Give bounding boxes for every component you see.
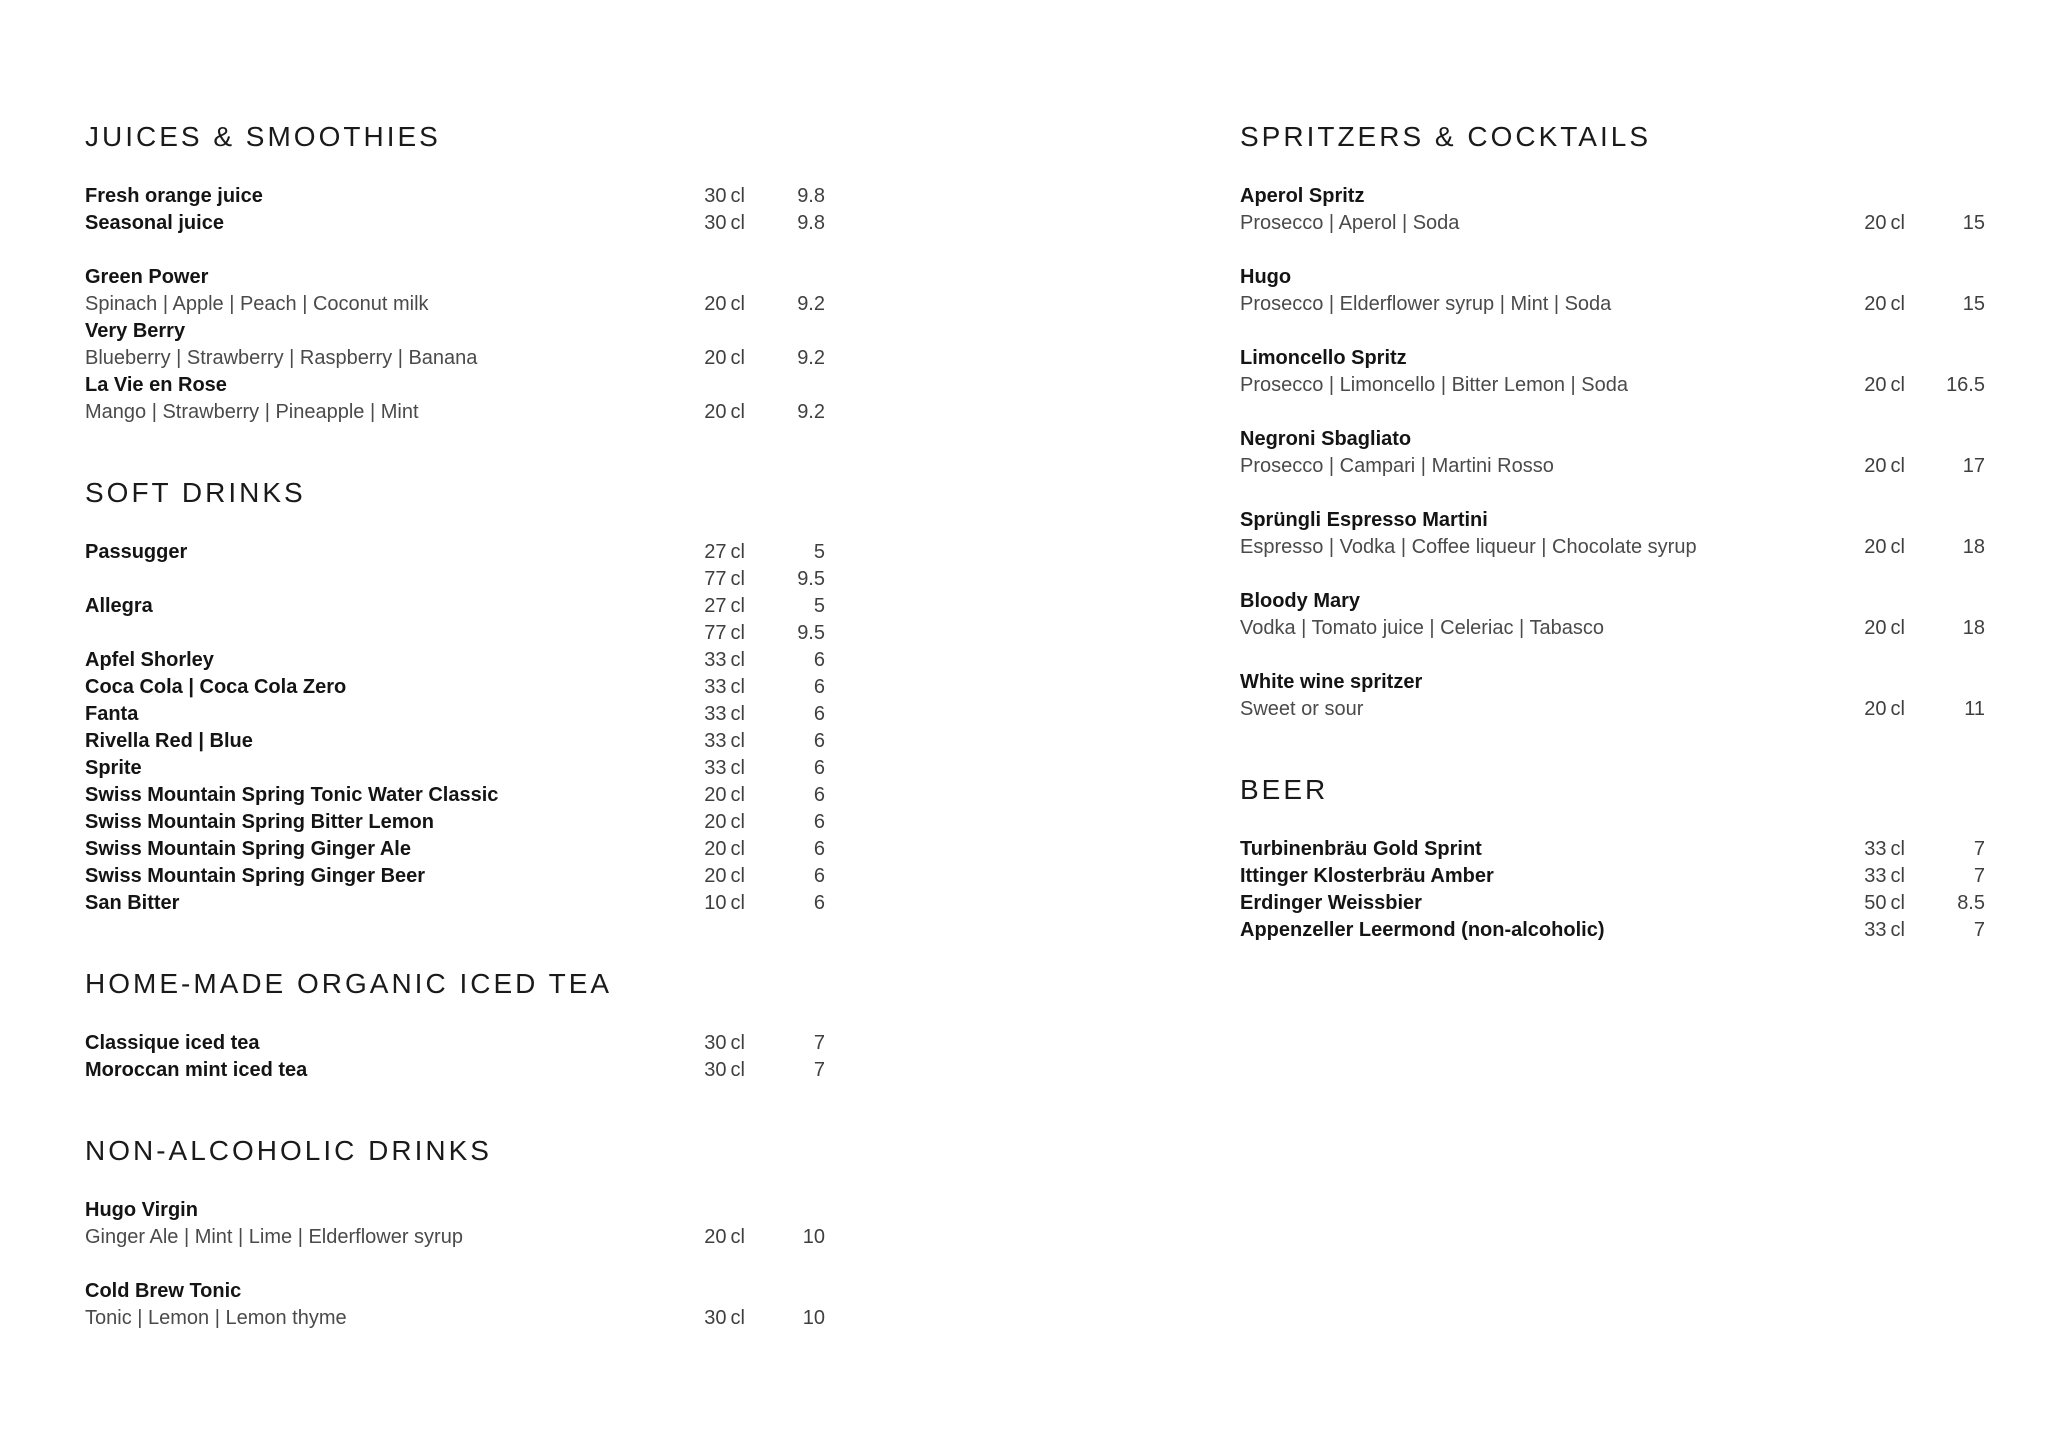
menu-block: [1240, 183, 1985, 237]
menu-row: [85, 1030, 825, 1057]
item-desc: Vodka | Tomato juice | Celeriac | Tabasco: [1240, 617, 1604, 639]
item-size: 30 cl: [704, 185, 745, 207]
item-desc: Sweet or sour: [1240, 698, 1364, 720]
item-desc: Spinach | Apple | Peach | Coconut milk: [85, 293, 429, 315]
item-size: 30 cl: [704, 1307, 745, 1329]
menu-block: [1240, 836, 1985, 944]
menu-row: [85, 809, 825, 836]
item-name: Ittinger Klosterbräu Amber: [1240, 865, 1494, 887]
menu-row: [85, 1197, 825, 1224]
menu-column-left: [85, 118, 825, 1332]
menu-row: [85, 566, 825, 593]
item-price: 10: [802, 1226, 825, 1248]
menu-row: [85, 1057, 825, 1084]
item-price: 9.5: [797, 568, 825, 590]
section-heading: BEER: [1240, 774, 1329, 805]
item-size: 20 cl: [1864, 374, 1905, 396]
item-size: 33 cl: [1864, 865, 1905, 887]
menu-row: [1240, 534, 1985, 561]
item-price: 6: [813, 703, 825, 725]
item-price: 6: [813, 649, 825, 671]
menu-row: [1240, 588, 1985, 615]
item-price: 6: [813, 811, 825, 833]
menu-row: [85, 674, 825, 701]
menu-row: [85, 593, 825, 620]
item-price: 6: [813, 757, 825, 779]
section-iced-tea: [85, 965, 825, 1084]
menu-block: [85, 1030, 825, 1084]
menu-block: [1240, 507, 1985, 561]
item-size: 20 cl: [1864, 698, 1905, 720]
item-name: Rivella Red | Blue: [85, 730, 253, 752]
menu-row: [85, 372, 825, 399]
item-price: 7: [1973, 919, 1985, 941]
item-size: 20 cl: [1864, 455, 1905, 477]
menu-column-right: [1240, 118, 1985, 944]
item-desc: Blueberry | Strawberry | Raspberry | Banana: [85, 347, 478, 369]
item-desc: Prosecco | Elderflower syrup | Mint | Soda: [1240, 293, 1612, 315]
menu-row: [85, 863, 825, 890]
item-size: 20 cl: [1864, 293, 1905, 315]
item-desc: Tonic | Lemon | Lemon thyme: [85, 1307, 347, 1329]
menu-row: [1240, 210, 1985, 237]
item-size: 30 cl: [704, 212, 745, 234]
item-price: 6: [813, 676, 825, 698]
item-price: 6: [813, 730, 825, 752]
section-heading: JUICES & SMOOTHIES: [85, 121, 441, 152]
item-size: 20 cl: [1864, 212, 1905, 234]
item-size: 77 cl: [704, 622, 745, 644]
item-price: 7: [1973, 865, 1985, 887]
item-desc: Ginger Ale | Mint | Lime | Elderflower syrup: [85, 1226, 463, 1248]
menu-row: [1240, 696, 1985, 723]
menu-block: [1240, 345, 1985, 399]
item-price: 9.2: [797, 347, 825, 369]
item-desc: Espresso | Vodka | Coffee liqueur | Chocolate syrup: [1240, 536, 1697, 558]
item-price: 7: [813, 1059, 825, 1081]
item-price: 5: [813, 595, 825, 617]
menu-block: [85, 264, 825, 426]
menu-row: [1240, 507, 1985, 534]
menu-row: [85, 539, 825, 566]
item-size: 33 cl: [1864, 838, 1905, 860]
menu-row: [85, 210, 825, 237]
item-size: 33 cl: [704, 676, 745, 698]
section-spritzers-cocktails: [1240, 118, 1985, 723]
item-size: 30 cl: [704, 1059, 745, 1081]
item-size: 20 cl: [704, 347, 745, 369]
menu-block: [1240, 264, 1985, 318]
item-desc: Prosecco | Aperol | Soda: [1240, 212, 1460, 234]
item-price: 6: [813, 784, 825, 806]
section-soft-drinks: [85, 474, 825, 917]
item-size: 20 cl: [704, 401, 745, 423]
item-name: Fresh orange juice: [85, 185, 263, 207]
item-price: 5: [813, 541, 825, 563]
menu-block: [85, 539, 825, 917]
item-name: Coca Cola | Coca Cola Zero: [85, 676, 347, 698]
menu-row: [85, 345, 825, 372]
section-heading: HOME-MADE ORGANIC ICED TEA: [85, 968, 613, 999]
item-price: 9.2: [797, 293, 825, 315]
section-heading: SPRITZERS & COCKTAILS: [1240, 121, 1651, 152]
item-size: 27 cl: [704, 541, 745, 563]
item-price: 7: [813, 1032, 825, 1054]
item-size: 20 cl: [1864, 617, 1905, 639]
item-name: White wine spritzer: [1240, 671, 1423, 693]
menu-row: [85, 1305, 825, 1332]
item-size: 20 cl: [704, 811, 745, 833]
item-name: Negroni Sbagliato: [1240, 428, 1412, 450]
item-size: 20 cl: [704, 838, 745, 860]
menu-row: [1240, 345, 1985, 372]
item-name: Swiss Mountain Spring Ginger Ale: [85, 838, 411, 860]
item-size: 20 cl: [704, 1226, 745, 1248]
item-name: Apfel Shorley: [85, 649, 214, 671]
item-name: Cold Brew Tonic: [85, 1280, 242, 1302]
section-juices-smoothies: [85, 118, 825, 426]
item-name: Swiss Mountain Spring Bitter Lemon: [85, 811, 434, 833]
menu-row: [1240, 917, 1985, 944]
item-name: Sprite: [85, 757, 142, 779]
item-price: 18: [1962, 536, 1985, 558]
item-name: Green Power: [85, 266, 209, 288]
item-name: Classique iced tea: [85, 1032, 260, 1054]
item-size: 33 cl: [704, 730, 745, 752]
menu-block: [1240, 426, 1985, 480]
menu-row: [85, 1224, 825, 1251]
item-name: Moroccan mint iced tea: [85, 1059, 308, 1081]
item-name: Limoncello Spritz: [1240, 347, 1407, 369]
menu-row: [1240, 669, 1985, 696]
item-name: Fanta: [85, 703, 139, 725]
menu-row: [85, 728, 825, 755]
item-name: Very Berry: [85, 320, 186, 342]
menu-row: [1240, 264, 1985, 291]
item-price: 9.5: [797, 622, 825, 644]
item-name: Turbinenbräu Gold Sprint: [1240, 838, 1482, 860]
item-price: 7: [1973, 838, 1985, 860]
item-desc: Mango | Strawberry | Pineapple | Mint: [85, 401, 419, 423]
item-price: 6: [813, 838, 825, 860]
item-size: 20 cl: [704, 293, 745, 315]
menu-row: [85, 647, 825, 674]
menu-block: [1240, 588, 1985, 642]
item-size: 50 cl: [1864, 892, 1905, 914]
item-price: 10: [802, 1307, 825, 1329]
item-price: 9.2: [797, 401, 825, 423]
item-size: 20 cl: [1864, 536, 1905, 558]
item-size: 10 cl: [704, 892, 745, 914]
menu-row: [85, 620, 825, 647]
item-size: 33 cl: [704, 703, 745, 725]
menu-row: [1240, 291, 1985, 318]
menu-row: [85, 291, 825, 318]
item-price: 15: [1962, 293, 1985, 315]
item-price: 11: [1964, 698, 1985, 720]
menu-row: [1240, 183, 1985, 210]
item-name: Aperol Spritz: [1240, 185, 1365, 207]
menu-row: [1240, 890, 1985, 917]
item-name: Sprüngli Espresso Martini: [1240, 509, 1488, 531]
menu-row: [1240, 836, 1985, 863]
menu-row: [85, 755, 825, 782]
menu-row: [85, 836, 825, 863]
item-price: 6: [813, 865, 825, 887]
item-name: San Bitter: [85, 892, 180, 914]
menu-row: [85, 399, 825, 426]
menu-block: [1240, 669, 1985, 723]
menu-block: [85, 183, 825, 237]
item-name: Seasonal juice: [85, 212, 224, 234]
item-name: Appenzeller Leermond (non-alcoholic): [1240, 919, 1605, 941]
item-price: 15: [1962, 212, 1985, 234]
item-name: Hugo: [1240, 266, 1292, 288]
menu-row: [85, 264, 825, 291]
item-size: 20 cl: [704, 784, 745, 806]
menu-row: [85, 701, 825, 728]
menu-row: [85, 1278, 825, 1305]
section-beer: [1240, 771, 1985, 944]
item-name: Hugo Virgin: [85, 1199, 198, 1221]
item-desc: Prosecco | Limoncello | Bitter Lemon | Soda: [1240, 374, 1628, 396]
item-name: Allegra: [85, 595, 153, 617]
item-name: Swiss Mountain Spring Tonic Water Classic: [85, 784, 499, 806]
menu-row: [1240, 615, 1985, 642]
item-name: Passugger: [85, 541, 188, 563]
menu-row: [85, 318, 825, 345]
menu-block: [85, 1278, 825, 1332]
menu-row: [1240, 453, 1985, 480]
item-price: 9.8: [797, 185, 825, 207]
section-non-alcoholic: [85, 1132, 825, 1332]
menu-row: [1240, 426, 1985, 453]
item-size: 27 cl: [704, 595, 745, 617]
item-name: Swiss Mountain Spring Ginger Beer: [85, 865, 426, 887]
menu-row: [1240, 372, 1985, 399]
item-desc: Prosecco | Campari | Martini Rosso: [1240, 455, 1554, 477]
section-heading: NON-ALCOHOLIC DRINKS: [85, 1135, 492, 1166]
item-size: 77 cl: [704, 568, 745, 590]
item-size: 33 cl: [704, 757, 745, 779]
menu-block: [85, 1197, 825, 1251]
item-size: 33 cl: [1864, 919, 1905, 941]
item-size: 33 cl: [704, 649, 745, 671]
item-name: La Vie en Rose: [85, 374, 227, 396]
menu-row: [85, 183, 825, 210]
item-price: 9.8: [797, 212, 825, 234]
menu-row: [85, 782, 825, 809]
item-size: 30 cl: [704, 1032, 745, 1054]
menu-row: [85, 890, 825, 917]
item-name: Erdinger Weissbier: [1240, 892, 1422, 914]
item-price: 17: [1962, 455, 1985, 477]
item-price: 8.5: [1957, 892, 1985, 914]
item-price: 16.5: [1946, 374, 1985, 396]
item-name: Bloody Mary: [1240, 590, 1361, 612]
menu-row: [1240, 863, 1985, 890]
section-heading: SOFT DRINKS: [85, 477, 306, 508]
item-price: 18: [1962, 617, 1985, 639]
item-price: 6: [813, 892, 825, 914]
item-size: 20 cl: [704, 865, 745, 887]
